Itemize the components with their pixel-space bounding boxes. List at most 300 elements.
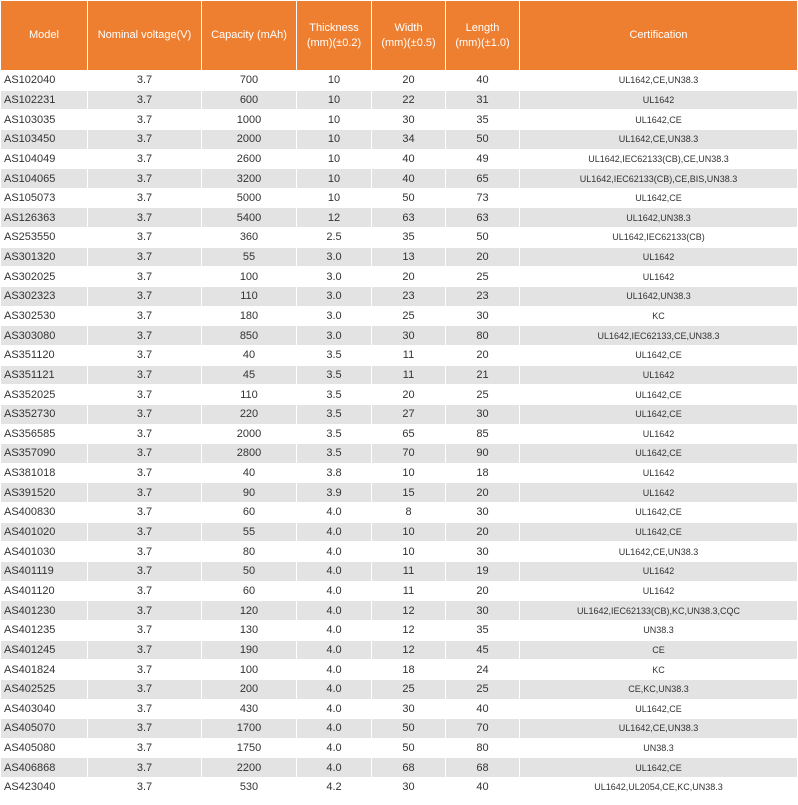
length-cell: 20 bbox=[446, 345, 520, 365]
length-cell: 35 bbox=[446, 620, 520, 640]
voltage-cell: 3.7 bbox=[88, 365, 202, 385]
capacity-cell: 55 bbox=[202, 247, 297, 267]
certification-cell: UL1642,UN38.3 bbox=[520, 287, 798, 307]
voltage-cell: 3.7 bbox=[88, 228, 202, 248]
capacity-cell: 100 bbox=[202, 660, 297, 680]
voltage-cell: 3.7 bbox=[88, 424, 202, 444]
certification-cell: UL1642,CE bbox=[520, 444, 798, 464]
thickness-cell: 3.0 bbox=[297, 306, 372, 326]
model-cell: AS302323 bbox=[1, 287, 88, 307]
length-cell: 68 bbox=[446, 758, 520, 778]
model-cell: AS403040 bbox=[1, 699, 88, 719]
certification-cell: UL1642,UL2054,CE,KC,UN38.3 bbox=[520, 778, 798, 798]
width-cell: 30 bbox=[372, 110, 446, 130]
width-cell: 40 bbox=[372, 169, 446, 189]
capacity-cell: 1750 bbox=[202, 738, 297, 758]
capacity-cell: 360 bbox=[202, 228, 297, 248]
thickness-cell: 3.8 bbox=[297, 463, 372, 483]
capacity-cell: 1700 bbox=[202, 719, 297, 739]
capacity-cell: 2200 bbox=[202, 758, 297, 778]
width-cell: 70 bbox=[372, 444, 446, 464]
header-width bbox=[372, 1, 446, 71]
model-cell: AS401245 bbox=[1, 640, 88, 660]
table-row bbox=[1, 326, 798, 346]
length-cell: 50 bbox=[446, 129, 520, 149]
table-row bbox=[1, 90, 798, 110]
width-cell: 68 bbox=[372, 758, 446, 778]
model-cell: AS401235 bbox=[1, 620, 88, 640]
certification-cell: UL1642 bbox=[520, 463, 798, 483]
certification-cell: KC bbox=[520, 306, 798, 326]
header-capacity: Capacity (mAh) bbox=[202, 1, 297, 71]
width-cell: 10 bbox=[372, 542, 446, 562]
voltage-cell: 3.7 bbox=[88, 247, 202, 267]
capacity-cell: 90 bbox=[202, 483, 297, 503]
table-row bbox=[1, 444, 798, 464]
model-cell: AS401120 bbox=[1, 581, 88, 601]
voltage-cell: 3.7 bbox=[88, 660, 202, 680]
table-row bbox=[1, 228, 798, 248]
model-cell: AS103450 bbox=[1, 129, 88, 149]
header-width-unit: (mm)(±0.5) bbox=[381, 36, 436, 49]
table-row bbox=[1, 424, 798, 444]
model-cell: AS351120 bbox=[1, 345, 88, 365]
certification-cell: UL1642,IEC62133,CE,UN38.3 bbox=[520, 326, 798, 346]
length-cell: 30 bbox=[446, 601, 520, 621]
voltage-cell: 3.7 bbox=[88, 620, 202, 640]
length-cell: 25 bbox=[446, 385, 520, 405]
thickness-cell: 10 bbox=[297, 110, 372, 130]
thickness-cell: 4.0 bbox=[297, 640, 372, 660]
model-cell: AS405070 bbox=[1, 719, 88, 739]
table-row bbox=[1, 640, 798, 660]
header-thickness-unit: (mm)(±0.2) bbox=[306, 36, 362, 49]
model-cell: AS356585 bbox=[1, 424, 88, 444]
header-row bbox=[1, 1, 798, 71]
width-cell: 50 bbox=[372, 719, 446, 739]
thickness-cell: 3.5 bbox=[297, 404, 372, 424]
table-row bbox=[1, 345, 798, 365]
model-cell: AS303080 bbox=[1, 326, 88, 346]
capacity-cell: 850 bbox=[202, 326, 297, 346]
width-cell: 30 bbox=[372, 778, 446, 798]
header-thickness-label: Thickness bbox=[309, 21, 359, 34]
width-cell: 30 bbox=[372, 699, 446, 719]
thickness-cell: 3.5 bbox=[297, 365, 372, 385]
certification-cell: UN38.3 bbox=[520, 620, 798, 640]
voltage-cell: 3.7 bbox=[88, 483, 202, 503]
voltage-cell: 3.7 bbox=[88, 778, 202, 798]
voltage-cell: 3.7 bbox=[88, 345, 202, 365]
certification-cell: UL1642,CE bbox=[520, 110, 798, 130]
length-cell: 80 bbox=[446, 738, 520, 758]
width-cell: 8 bbox=[372, 503, 446, 523]
thickness-cell: 4.0 bbox=[297, 522, 372, 542]
voltage-cell: 3.7 bbox=[88, 562, 202, 582]
width-cell: 18 bbox=[372, 660, 446, 680]
certification-cell: UL1642,CE bbox=[520, 503, 798, 523]
thickness-cell: 3.5 bbox=[297, 385, 372, 405]
certification-cell: UL1642 bbox=[520, 424, 798, 444]
width-cell: 20 bbox=[372, 267, 446, 287]
width-cell: 15 bbox=[372, 483, 446, 503]
certification-cell: UN38.3 bbox=[520, 738, 798, 758]
certification-cell: UL1642 bbox=[520, 267, 798, 287]
voltage-cell: 3.7 bbox=[88, 699, 202, 719]
width-cell: 11 bbox=[372, 345, 446, 365]
capacity-cell: 190 bbox=[202, 640, 297, 660]
length-cell: 24 bbox=[446, 660, 520, 680]
certification-cell: UL1642,IEC62133(CB),CE,UN38.3 bbox=[520, 149, 798, 169]
certification-cell: UL1642,CE bbox=[520, 404, 798, 424]
width-cell: 25 bbox=[372, 679, 446, 699]
length-cell: 20 bbox=[446, 581, 520, 601]
width-cell: 13 bbox=[372, 247, 446, 267]
certification-cell: CE,KC,UN38.3 bbox=[520, 679, 798, 699]
length-cell: 19 bbox=[446, 562, 520, 582]
thickness-cell: 3.0 bbox=[297, 287, 372, 307]
thickness-cell: 3.5 bbox=[297, 424, 372, 444]
width-cell: 12 bbox=[372, 620, 446, 640]
thickness-cell: 4.0 bbox=[297, 758, 372, 778]
model-cell: AS401230 bbox=[1, 601, 88, 621]
table-row bbox=[1, 503, 798, 523]
length-cell: 80 bbox=[446, 326, 520, 346]
length-cell: 25 bbox=[446, 679, 520, 699]
header-voltage: Nominal voltage(V) bbox=[88, 1, 202, 71]
width-cell: 30 bbox=[372, 326, 446, 346]
length-cell: 45 bbox=[446, 640, 520, 660]
model-cell: AS391520 bbox=[1, 483, 88, 503]
voltage-cell: 3.7 bbox=[88, 188, 202, 208]
length-cell: 18 bbox=[446, 463, 520, 483]
model-cell: AS253550 bbox=[1, 228, 88, 248]
thickness-cell: 10 bbox=[297, 90, 372, 110]
table-row bbox=[1, 679, 798, 699]
model-cell: AS104049 bbox=[1, 149, 88, 169]
width-cell: 23 bbox=[372, 287, 446, 307]
voltage-cell: 3.7 bbox=[88, 129, 202, 149]
model-cell: AS401824 bbox=[1, 660, 88, 680]
length-cell: 21 bbox=[446, 365, 520, 385]
table-row bbox=[1, 385, 798, 405]
certification-cell: UL1642,CE bbox=[520, 758, 798, 778]
header-length-unit: (mm)(±1.0) bbox=[455, 36, 510, 49]
voltage-cell: 3.7 bbox=[88, 110, 202, 130]
table-row bbox=[1, 129, 798, 149]
thickness-cell: 4.0 bbox=[297, 581, 372, 601]
table-row bbox=[1, 699, 798, 719]
model-cell: AS103035 bbox=[1, 110, 88, 130]
capacity-cell: 5000 bbox=[202, 188, 297, 208]
voltage-cell: 3.7 bbox=[88, 581, 202, 601]
capacity-cell: 60 bbox=[202, 503, 297, 523]
width-cell: 22 bbox=[372, 90, 446, 110]
length-cell: 65 bbox=[446, 169, 520, 189]
capacity-cell: 2800 bbox=[202, 444, 297, 464]
table-row bbox=[1, 778, 798, 798]
width-cell: 50 bbox=[372, 188, 446, 208]
thickness-cell: 3.5 bbox=[297, 444, 372, 464]
capacity-cell: 120 bbox=[202, 601, 297, 621]
table-row bbox=[1, 208, 798, 228]
width-cell: 35 bbox=[372, 228, 446, 248]
length-cell: 20 bbox=[446, 247, 520, 267]
thickness-cell: 3.0 bbox=[297, 267, 372, 287]
length-cell: 20 bbox=[446, 522, 520, 542]
header-thickness bbox=[297, 1, 372, 71]
capacity-cell: 200 bbox=[202, 679, 297, 699]
length-cell: 70 bbox=[446, 719, 520, 739]
width-cell: 20 bbox=[372, 385, 446, 405]
capacity-cell: 2000 bbox=[202, 424, 297, 444]
width-cell: 11 bbox=[372, 365, 446, 385]
model-cell: AS102040 bbox=[1, 71, 88, 91]
model-cell: AS405080 bbox=[1, 738, 88, 758]
capacity-cell: 110 bbox=[202, 287, 297, 307]
length-cell: 23 bbox=[446, 287, 520, 307]
voltage-cell: 3.7 bbox=[88, 404, 202, 424]
voltage-cell: 3.7 bbox=[88, 149, 202, 169]
header-length-label: Length bbox=[465, 21, 500, 34]
width-cell: 63 bbox=[372, 208, 446, 228]
header-model: Model bbox=[1, 1, 88, 71]
voltage-cell: 3.7 bbox=[88, 326, 202, 346]
certification-cell: UL1642 bbox=[520, 90, 798, 110]
capacity-cell: 2600 bbox=[202, 149, 297, 169]
table-row bbox=[1, 660, 798, 680]
thickness-cell: 4.0 bbox=[297, 679, 372, 699]
table-body bbox=[1, 71, 798, 798]
length-cell: 40 bbox=[446, 71, 520, 91]
model-cell: AS302025 bbox=[1, 267, 88, 287]
table-row bbox=[1, 738, 798, 758]
table-row bbox=[1, 169, 798, 189]
capacity-cell: 2000 bbox=[202, 129, 297, 149]
certification-cell: UL1642,CE,UN38.3 bbox=[520, 719, 798, 739]
length-cell: 31 bbox=[446, 90, 520, 110]
voltage-cell: 3.7 bbox=[88, 385, 202, 405]
voltage-cell: 3.7 bbox=[88, 444, 202, 464]
certification-cell: UL1642 bbox=[520, 581, 798, 601]
voltage-cell: 3.7 bbox=[88, 306, 202, 326]
capacity-cell: 3200 bbox=[202, 169, 297, 189]
length-cell: 25 bbox=[446, 267, 520, 287]
table-row bbox=[1, 287, 798, 307]
capacity-cell: 110 bbox=[202, 385, 297, 405]
certification-cell: UL1642 bbox=[520, 562, 798, 582]
length-cell: 20 bbox=[446, 483, 520, 503]
width-cell: 50 bbox=[372, 738, 446, 758]
capacity-cell: 50 bbox=[202, 562, 297, 582]
certification-cell: UL1642 bbox=[520, 247, 798, 267]
certification-cell: UL1642,CE bbox=[520, 522, 798, 542]
model-cell: AS105073 bbox=[1, 188, 88, 208]
voltage-cell: 3.7 bbox=[88, 267, 202, 287]
table-row bbox=[1, 581, 798, 601]
model-cell: AS352025 bbox=[1, 385, 88, 405]
voltage-cell: 3.7 bbox=[88, 601, 202, 621]
voltage-cell: 3.7 bbox=[88, 208, 202, 228]
voltage-cell: 3.7 bbox=[88, 169, 202, 189]
table-row bbox=[1, 188, 798, 208]
voltage-cell: 3.7 bbox=[88, 640, 202, 660]
voltage-cell: 3.7 bbox=[88, 503, 202, 523]
model-cell: AS302530 bbox=[1, 306, 88, 326]
model-cell: AS126363 bbox=[1, 208, 88, 228]
table-row bbox=[1, 247, 798, 267]
voltage-cell: 3.7 bbox=[88, 90, 202, 110]
width-cell: 20 bbox=[372, 71, 446, 91]
capacity-cell: 220 bbox=[202, 404, 297, 424]
capacity-cell: 430 bbox=[202, 699, 297, 719]
width-cell: 27 bbox=[372, 404, 446, 424]
header-length bbox=[446, 1, 520, 71]
length-cell: 30 bbox=[446, 542, 520, 562]
certification-cell: UL1642,CE,UN38.3 bbox=[520, 71, 798, 91]
model-cell: AS352730 bbox=[1, 404, 88, 424]
model-cell: AS401030 bbox=[1, 542, 88, 562]
certification-cell: UL1642,IEC62133(CB),CE,BIS,UN38.3 bbox=[520, 169, 798, 189]
thickness-cell: 4.2 bbox=[297, 778, 372, 798]
voltage-cell: 3.7 bbox=[88, 679, 202, 699]
model-cell: AS301320 bbox=[1, 247, 88, 267]
thickness-cell: 10 bbox=[297, 188, 372, 208]
model-cell: AS104065 bbox=[1, 169, 88, 189]
length-cell: 30 bbox=[446, 306, 520, 326]
model-cell: AS400830 bbox=[1, 503, 88, 523]
certification-cell: UL1642,IEC62133(CB),KC,UN38.3,CQC bbox=[520, 601, 798, 621]
capacity-cell: 530 bbox=[202, 778, 297, 798]
certification-cell: UL1642,CE bbox=[520, 188, 798, 208]
thickness-cell: 4.0 bbox=[297, 542, 372, 562]
capacity-cell: 40 bbox=[202, 345, 297, 365]
certification-cell: UL1642,UN38.3 bbox=[520, 208, 798, 228]
thickness-cell: 10 bbox=[297, 149, 372, 169]
voltage-cell: 3.7 bbox=[88, 542, 202, 562]
width-cell: 40 bbox=[372, 149, 446, 169]
thickness-cell: 4.0 bbox=[297, 738, 372, 758]
capacity-cell: 5400 bbox=[202, 208, 297, 228]
voltage-cell: 3.7 bbox=[88, 463, 202, 483]
table-row bbox=[1, 542, 798, 562]
table-row bbox=[1, 404, 798, 424]
table-row bbox=[1, 601, 798, 621]
capacity-cell: 55 bbox=[202, 522, 297, 542]
length-cell: 90 bbox=[446, 444, 520, 464]
thickness-cell: 4.0 bbox=[297, 503, 372, 523]
length-cell: 85 bbox=[446, 424, 520, 444]
table-row bbox=[1, 71, 798, 91]
capacity-cell: 180 bbox=[202, 306, 297, 326]
width-cell: 25 bbox=[372, 306, 446, 326]
certification-cell: UL1642,CE,UN38.3 bbox=[520, 542, 798, 562]
table-row bbox=[1, 267, 798, 287]
certification-cell: UL1642,CE bbox=[520, 345, 798, 365]
width-cell: 34 bbox=[372, 129, 446, 149]
width-cell: 10 bbox=[372, 522, 446, 542]
model-cell: AS402525 bbox=[1, 679, 88, 699]
thickness-cell: 10 bbox=[297, 169, 372, 189]
table-row bbox=[1, 463, 798, 483]
certification-cell: UL1642 bbox=[520, 483, 798, 503]
table-row bbox=[1, 522, 798, 542]
certification-cell: UL1642,CE,UN38.3 bbox=[520, 129, 798, 149]
capacity-cell: 700 bbox=[202, 71, 297, 91]
table-row bbox=[1, 719, 798, 739]
length-cell: 49 bbox=[446, 149, 520, 169]
table-row bbox=[1, 562, 798, 582]
table-row bbox=[1, 149, 798, 169]
table-row bbox=[1, 365, 798, 385]
thickness-cell: 3.5 bbox=[297, 345, 372, 365]
capacity-cell: 40 bbox=[202, 463, 297, 483]
thickness-cell: 3.0 bbox=[297, 326, 372, 346]
table-row bbox=[1, 110, 798, 130]
voltage-cell: 3.7 bbox=[88, 719, 202, 739]
length-cell: 40 bbox=[446, 699, 520, 719]
capacity-cell: 130 bbox=[202, 620, 297, 640]
certification-cell: UL1642,CE bbox=[520, 385, 798, 405]
voltage-cell: 3.7 bbox=[88, 522, 202, 542]
certification-cell: UL1642,CE bbox=[520, 699, 798, 719]
voltage-cell: 3.7 bbox=[88, 71, 202, 91]
length-cell: 30 bbox=[446, 404, 520, 424]
certification-cell: UL1642 bbox=[520, 365, 798, 385]
capacity-cell: 60 bbox=[202, 581, 297, 601]
model-cell: AS401020 bbox=[1, 522, 88, 542]
thickness-cell: 4.0 bbox=[297, 562, 372, 582]
capacity-cell: 80 bbox=[202, 542, 297, 562]
thickness-cell: 4.0 bbox=[297, 620, 372, 640]
capacity-cell: 1000 bbox=[202, 110, 297, 130]
length-cell: 63 bbox=[446, 208, 520, 228]
table-row bbox=[1, 620, 798, 640]
voltage-cell: 3.7 bbox=[88, 738, 202, 758]
thickness-cell: 3.0 bbox=[297, 247, 372, 267]
thickness-cell: 4.0 bbox=[297, 601, 372, 621]
length-cell: 50 bbox=[446, 228, 520, 248]
model-cell: AS381018 bbox=[1, 463, 88, 483]
thickness-cell: 12 bbox=[297, 208, 372, 228]
capacity-cell: 100 bbox=[202, 267, 297, 287]
header-width-label: Width bbox=[394, 21, 423, 34]
length-cell: 35 bbox=[446, 110, 520, 130]
certification-cell: CE bbox=[520, 640, 798, 660]
header-certification: Certification bbox=[520, 1, 798, 71]
table-row bbox=[1, 306, 798, 326]
width-cell: 12 bbox=[372, 601, 446, 621]
length-cell: 73 bbox=[446, 188, 520, 208]
thickness-cell: 4.0 bbox=[297, 719, 372, 739]
model-cell: AS406868 bbox=[1, 758, 88, 778]
table-row bbox=[1, 483, 798, 503]
model-cell: AS423040 bbox=[1, 778, 88, 798]
width-cell: 65 bbox=[372, 424, 446, 444]
thickness-cell: 2.5 bbox=[297, 228, 372, 248]
thickness-cell: 10 bbox=[297, 71, 372, 91]
capacity-cell: 45 bbox=[202, 365, 297, 385]
table-row bbox=[1, 758, 798, 778]
width-cell: 11 bbox=[372, 562, 446, 582]
certification-cell: UL1642,IEC62133(CB) bbox=[520, 228, 798, 248]
width-cell: 11 bbox=[372, 581, 446, 601]
thickness-cell: 3.9 bbox=[297, 483, 372, 503]
model-cell: AS351121 bbox=[1, 365, 88, 385]
model-cell: AS357090 bbox=[1, 444, 88, 464]
model-cell: AS102231 bbox=[1, 90, 88, 110]
width-cell: 12 bbox=[372, 640, 446, 660]
